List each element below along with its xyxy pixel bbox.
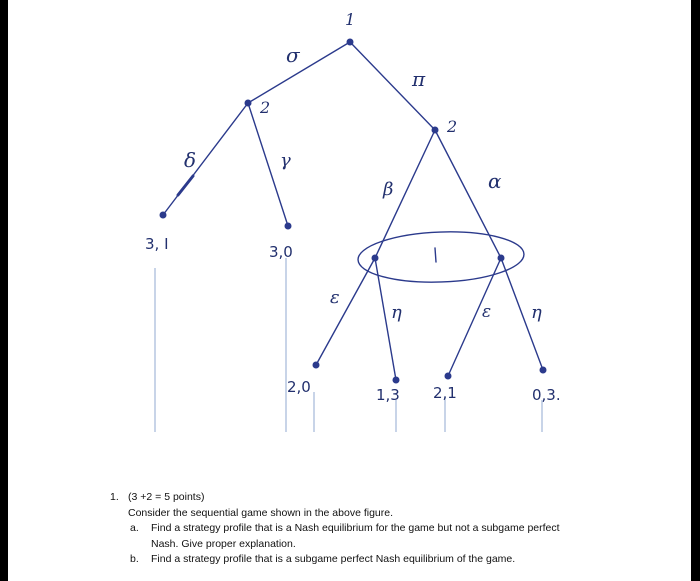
part-b-letter: b. bbox=[130, 553, 139, 565]
terminal-node bbox=[160, 212, 167, 219]
branch-alpha bbox=[435, 130, 501, 258]
part-a-text-line1: Find a strategy profile that is a Nash equilibrium for the game but not a subgame perfect bbox=[151, 522, 560, 534]
payoff-beta-eta: 1,3 bbox=[376, 386, 400, 404]
action-pi-label: π bbox=[412, 67, 426, 91]
question-part-a bbox=[110, 521, 670, 537]
left-player-label: 2 bbox=[260, 98, 271, 117]
question-number: 1. bbox=[110, 491, 119, 503]
info-node-left bbox=[372, 255, 379, 262]
question-intro: Consider the sequential game shown in the above figure. bbox=[128, 506, 394, 519]
decision-node-right bbox=[432, 127, 439, 134]
info-set-owner-mark bbox=[435, 248, 436, 262]
terminal-node bbox=[540, 367, 547, 374]
branch-beta-epsilon bbox=[316, 258, 375, 365]
terminal-node bbox=[445, 373, 452, 380]
terminal-node bbox=[285, 223, 292, 230]
decision-node-left bbox=[245, 100, 252, 107]
action-alpha-label: α bbox=[488, 169, 502, 193]
page-sheet bbox=[8, 0, 691, 581]
info-node-right bbox=[498, 255, 505, 262]
action-eta-right-label: η bbox=[531, 302, 542, 323]
question-header bbox=[110, 490, 670, 506]
question-part-b bbox=[110, 552, 670, 568]
game-tree-figure bbox=[8, 0, 691, 470]
part-a-letter: a. bbox=[130, 522, 139, 534]
action-gamma-label: γ bbox=[280, 150, 291, 171]
terminal-node bbox=[313, 362, 320, 369]
root-node bbox=[347, 39, 354, 46]
part-b-text: Find a strategy profile that is a subgame perfect Nash equilibrium of the game. bbox=[151, 553, 516, 565]
action-epsilon-right-label: ε bbox=[482, 302, 492, 322]
branch-delta bbox=[163, 103, 248, 215]
delta-stroke-mark bbox=[178, 176, 193, 195]
branch-alpha-epsilon bbox=[448, 258, 501, 376]
part-a-text-line2: Nash. Give proper explanation. bbox=[151, 537, 296, 550]
action-beta-label: β bbox=[383, 179, 394, 200]
payoff-delta: 3, I bbox=[145, 235, 169, 253]
payoff-beta-epsilon: 2,0 bbox=[287, 378, 311, 396]
question-block bbox=[110, 490, 670, 568]
payoff-alpha-epsilon: 2,1 bbox=[433, 384, 457, 402]
terminal-node bbox=[393, 377, 400, 384]
question-points: (3 +2 = 5 points) bbox=[128, 491, 205, 503]
payoff-alpha-eta: 0,3. bbox=[532, 386, 561, 404]
right-player-label: 2 bbox=[447, 117, 458, 136]
action-eta-left-label: η bbox=[391, 302, 402, 323]
root-player-label: 1 bbox=[345, 10, 356, 29]
action-delta-label: δ bbox=[184, 148, 197, 172]
payoff-gamma: 3,0 bbox=[269, 243, 293, 261]
action-epsilon-left-label: ε bbox=[330, 287, 340, 308]
action-sigma-label: σ bbox=[286, 43, 300, 67]
